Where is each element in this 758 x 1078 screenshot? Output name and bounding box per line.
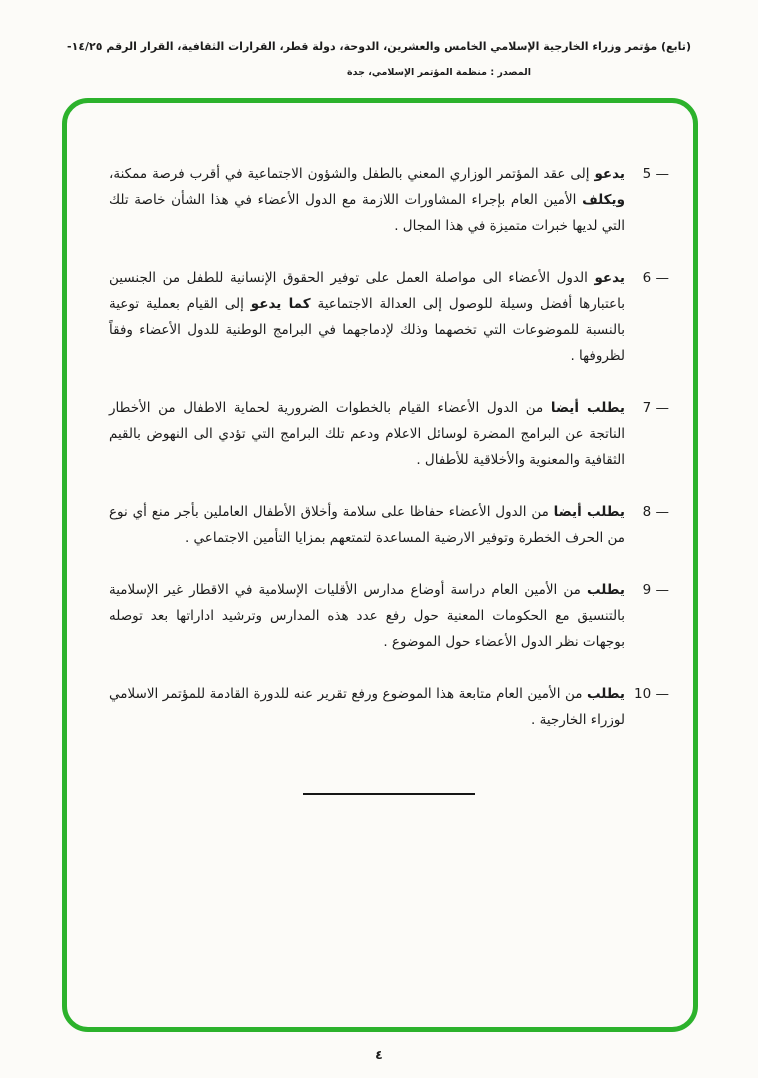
paragraph-number: 7 — xyxy=(642,400,669,416)
bold-phrase: ويكلف xyxy=(582,192,625,208)
paragraph-number: 5 — xyxy=(642,166,669,182)
paragraph-number: 6 — xyxy=(642,270,669,286)
paragraph-text xyxy=(109,681,625,733)
resolution-paragraph xyxy=(109,395,669,473)
resolution-list xyxy=(109,161,669,733)
text-run: من الأمين العام متابعة هذا الموضوع ورفع تقرير عنه للدورة القادمة للمؤتمر الاسلامي لوزراء الخارجية . xyxy=(109,686,625,728)
text-run: الأمين العام بإجراء المشاورات اللازمة مع الدول الأعضاء في هذا الشأن خاصة تلك التي لديها خبرات متميزة في هذا المجال . xyxy=(109,192,625,234)
text-run: من الدول الأعضاء حفاظا على سلامة وأخلاق الأطفال العاملين بأجر منع أي نوع من الحرف الخطرة وتوفير الارضية المساعدة لتمتعهم بمزايا التأمين الاجتماعي . xyxy=(109,504,625,546)
resolution-paragraph xyxy=(109,265,669,369)
text-run: الدول الأعضاء الى مواصلة العمل على توفير الحقوق الإنسانية للطفل من الجنسين باعتبارها أفضل وسيلة للوصول إلى العدالة الاجتماعية xyxy=(109,270,625,312)
paragraph-text xyxy=(109,499,625,551)
content-frame xyxy=(62,98,698,1032)
text-run: من الأمين العام دراسة أوضاع مدارس الأقليات الإسلامية في الاقطار غير الإسلامية بالتنسيق مع الحكومات المعنية حول رفع عدد هذه المدارس وترشيد اداراتها بعد توصله بوجهات نظر الدول الأعضاء حول الموضوع . xyxy=(109,582,625,650)
bold-phrase: يطلب xyxy=(586,582,625,598)
paragraph-text xyxy=(109,161,625,239)
bold-phrase: يطلب أيضا xyxy=(550,400,625,416)
paragraph-number: 9 — xyxy=(642,582,669,598)
paragraph-number: 8 — xyxy=(642,504,669,520)
paragraph-text xyxy=(109,577,625,655)
bold-phrase: يدعو xyxy=(594,270,625,286)
bold-phrase: يطلب أيضا xyxy=(553,504,625,520)
paragraph-text xyxy=(109,265,625,369)
paragraph-text xyxy=(109,395,625,473)
text-run: إلى القيام بعملية توعية بالنسبة للموضوعات التي تخصهما وذلك لإدماجهما في البرامج الوطنية للدول الأعضاء وفقاً لظروفها . xyxy=(109,296,625,364)
bold-phrase: كما يدعو xyxy=(250,296,311,312)
resolution-paragraph xyxy=(109,577,669,655)
bold-phrase: يدعو xyxy=(594,166,625,182)
document-header-line: (تابع) مؤتمر وزراء الخارجية الإسلامي الخامس والعشرين، الدوحة، دولة قطر، القرارات الثقافية، القرار الرقم ١٤/٢٥- xyxy=(67,40,691,53)
bold-phrase: يطلب xyxy=(586,686,625,702)
separator-line xyxy=(303,793,475,795)
paragraph-number: 10 — xyxy=(634,686,669,702)
document-source-line: المصدر : منظمة المؤتمر الإسلامي، جدة xyxy=(347,67,531,78)
resolution-paragraph xyxy=(109,499,669,551)
resolution-paragraph xyxy=(109,161,669,239)
text-run: إلى عقد المؤتمر الوزاري المعني بالطفل والشؤون الاجتماعية في أقرب فرصة ممكنة، xyxy=(109,166,595,182)
resolution-paragraph xyxy=(109,681,669,733)
page-number: ٤ xyxy=(375,1047,383,1062)
text-run: من الدول الأعضاء القيام بالخطوات الضرورية لحماية الاطفال من الأخطار الناتجة عن البرامج المضرة لوسائل الاعلام ودعم تلك البرامج التي تؤدي الى النهوض بالقيم الثقافية والمعنوية والأخلاقية للأطفال . xyxy=(109,400,625,468)
